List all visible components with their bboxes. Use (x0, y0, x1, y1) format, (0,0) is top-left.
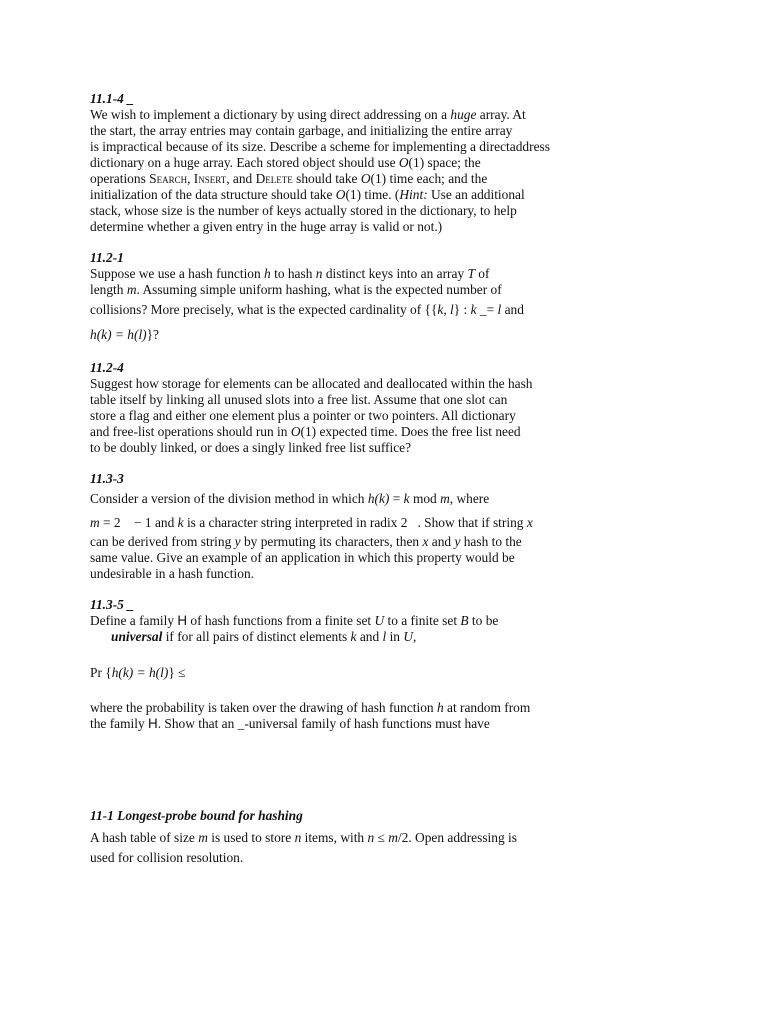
exercise-heading-11-1-4: 11.1-4 _ (90, 91, 134, 106)
text-line: length m. Assuming simple uniform hashing, what is the expected number of (90, 282, 502, 297)
text-line: Suggest how storage for elements can be allocated and deallocated within the hash (90, 376, 533, 391)
text-line: can be derived from string y by permuting its characters, then x and y hash to the (90, 534, 522, 549)
text-line: store a flag and either one element plus a pointer or two pointers. All dictionary (90, 408, 516, 423)
text-line: m = 2 − 1 and k is a character string interpreted in radix 2 . Show that if string x (90, 515, 533, 530)
exercise-heading-11-3-3: 11.3-3 (90, 471, 124, 486)
text-line: where the probability is taken over the drawing of hash function h at random from (90, 700, 531, 715)
text-line: A hash table of size m is used to store n items, with n ≤ m/2. Open addressing is (90, 830, 517, 845)
text-line: h(k) = h(l)}? (90, 327, 159, 342)
text-line: Suppose we use a hash function h to hash n distinct keys into an array T of (90, 266, 490, 281)
text-line: collisions? More precisely, what is the expected cardinality of {{k, l} : k _= l and (90, 302, 524, 317)
text-line: Consider a version of the division method in which h(k) = k mod m, where (90, 491, 490, 506)
text-line: same value. Give an example of an application in which this property would be (90, 550, 515, 565)
text-line: universal if for all pairs of distinct elements k and l in U, (111, 629, 417, 644)
exercise-heading-11-3-5: 11.3-5 _ (90, 597, 134, 612)
exercise-heading-11-2-1: 11.2-1 (90, 250, 124, 265)
text-line: operations Search, Insert, and Delete should take O(1) time each; and the (90, 171, 488, 186)
text-line: the family H. Show that an _-universal family of hash functions must have (90, 716, 490, 731)
text-line: Pr {h(k) = h(l)} ≤ (90, 665, 186, 680)
text-line: and free-list operations should run in O(1) expected time. Does the free list need (90, 424, 521, 439)
text-line: table itself by linking all unused slots into a free list. Assume that one slot can (90, 392, 508, 407)
text-line: to be doubly linked, or does a singly linked free list suffice? (90, 440, 412, 455)
text-line: the start, the array entries may contain garbage, and initializing the entire array (90, 123, 513, 138)
text-line: determine whether a given entry in the huge array is valid or not.) (90, 219, 443, 234)
text-line: used for collision resolution. (90, 850, 244, 865)
problem-heading-11-1: 11-1 Longest-probe bound for hashing (90, 808, 303, 823)
text-line: We wish to implement a dictionary by using direct addressing on a huge array. At (90, 107, 526, 122)
text-line: undesirable in a hash function. (90, 566, 254, 581)
text-line: initialization of the data structure should take O(1) time. (Hint: Use an additional (90, 187, 525, 202)
text-line: stack, whose size is the number of keys actually stored in the dictionary, to help (90, 203, 517, 218)
exercise-heading-11-2-4: 11.2-4 (90, 360, 124, 375)
text-line: is impractical because of its size. Describe a scheme for implementing a directaddress (90, 139, 550, 154)
text-line: dictionary on a huge array. Each stored object should use O(1) space; the (90, 155, 481, 170)
text-line: Define a family H of hash functions from a finite set U to a finite set B to be (90, 613, 499, 628)
